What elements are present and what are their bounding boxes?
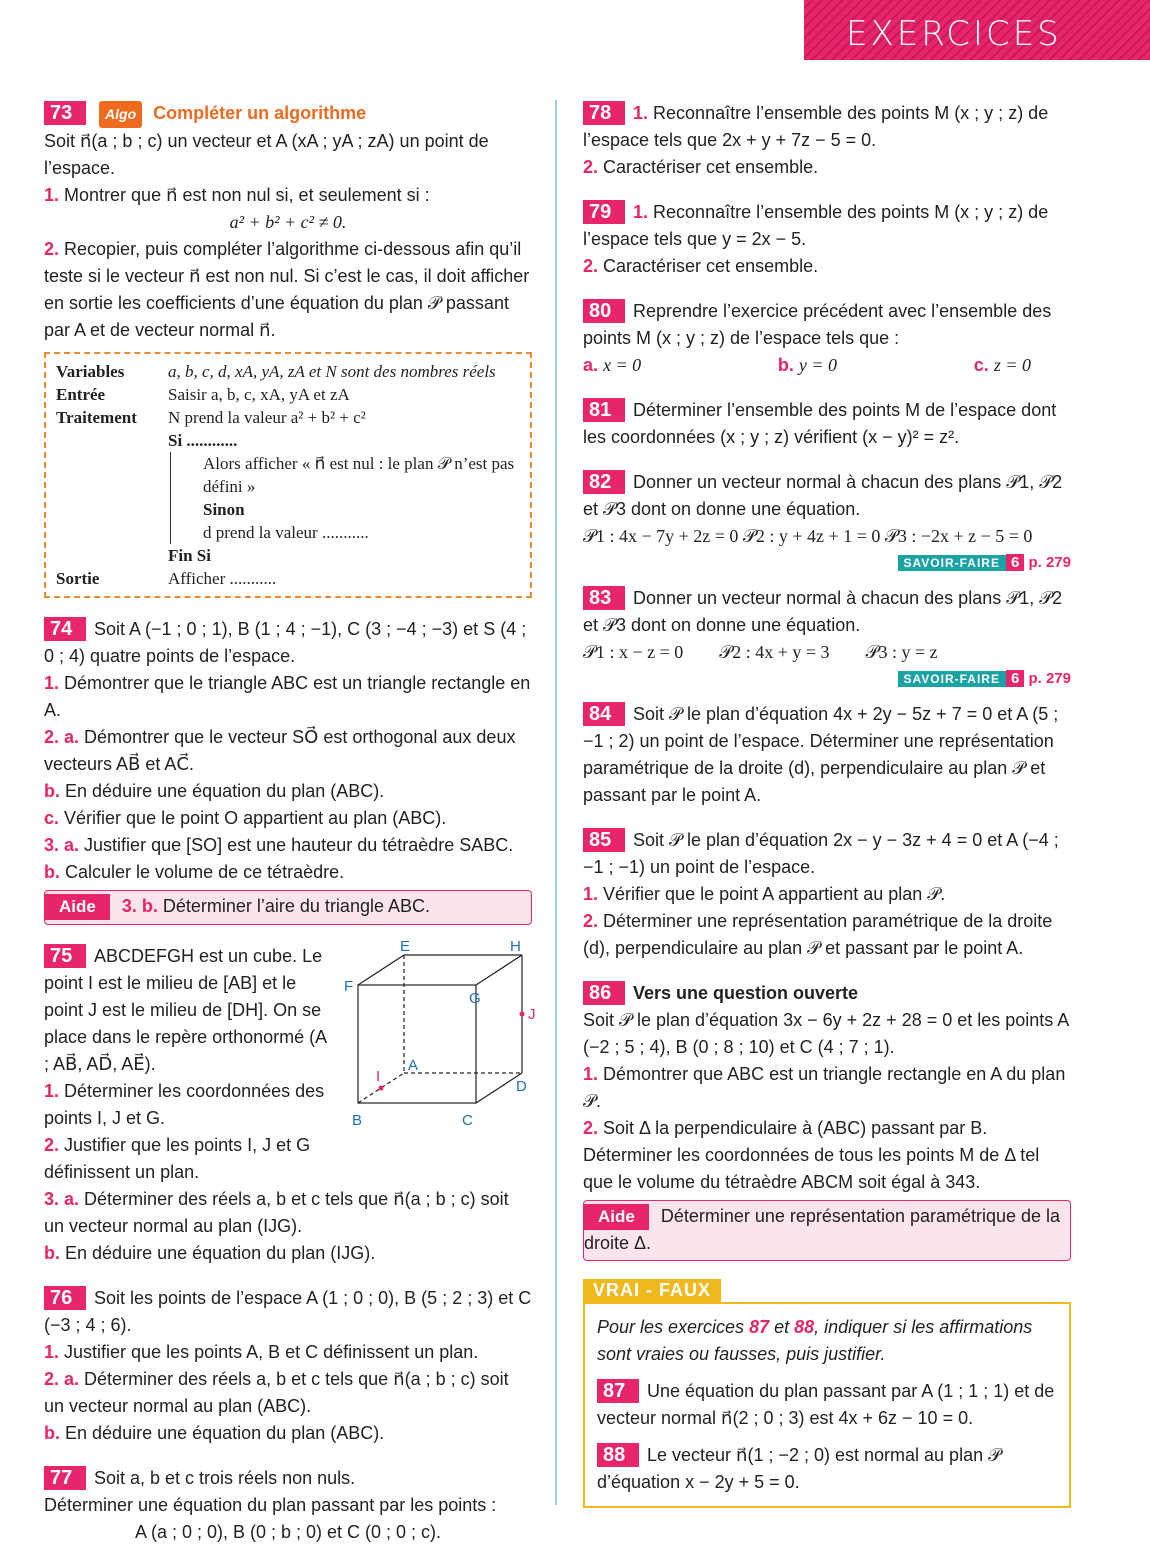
exercise-number: 85 bbox=[583, 828, 625, 852]
question-text: Vérifier que le point O appartient au plan (ABC). bbox=[64, 808, 447, 828]
exercise-number: 76 bbox=[44, 1286, 86, 1310]
algo-text: N prend la valeur a² + b² + c² bbox=[168, 408, 366, 427]
intro-text: et bbox=[769, 1317, 795, 1337]
algo-text: Saisir a, b, c, xA, yA et zA bbox=[168, 385, 350, 404]
exercise-intro: Soit A (−1 ; 0 ; 1), B (1 ; 4 ; −1), C (3 ; −4 ; −3) et S (4 ; 0 ; 4) quatre points de l’espace. bbox=[44, 619, 527, 666]
question-text: Caractériser cet ensemble. bbox=[603, 256, 819, 276]
algo-finsi: Fin Si bbox=[168, 546, 211, 565]
question-number: 1. bbox=[633, 202, 649, 222]
question-text: Démontrer que le triangle ABC est un triangle rectangle en A. bbox=[44, 673, 531, 720]
math-expression: a² + b² + c² ≠ 0. bbox=[229, 212, 347, 232]
vrai-faux-intro bbox=[597, 1314, 1057, 1368]
question-number: 2. bbox=[583, 256, 599, 276]
algo-tag: Algo bbox=[99, 101, 142, 128]
question-number: b. bbox=[44, 781, 60, 801]
question-number: b. bbox=[44, 1243, 60, 1263]
exercise-number: 77 bbox=[44, 1466, 86, 1490]
page-reference: p. 279 bbox=[1028, 554, 1071, 571]
question-number: 2. bbox=[44, 1135, 60, 1155]
question-text: Justifier que [SO] est une hauteur du tétraèdre SABC. bbox=[84, 835, 514, 855]
exercise-intro: Soit n⃗(a ; b ; c) un vecteur et A (xA ; yA ; zA) un point de l’espace. bbox=[44, 131, 489, 178]
equations: 𝒫1 : 4x − 7y + 2z = 0 𝒫2 : y + 4z + 1 = 0 𝒫3 : −2x + z − 5 = 0 bbox=[583, 526, 1033, 546]
exercise-number: 79 bbox=[583, 200, 625, 224]
question-text: Déterminer des réels a, b et c tels que n⃗(a ; b ; c) soit un vecteur normal au plan (IJG). bbox=[44, 1189, 509, 1236]
exercise-intro: Déterminer l’ensemble des points M de l’espace dont les coordonnées (x ; y ; z) vérifient (x − y)² = z². bbox=[583, 400, 1057, 447]
question-text: Démontrer que ABC est un triangle rectangle en A du plan 𝒫. bbox=[583, 1064, 1066, 1111]
exercise-86 bbox=[583, 980, 1071, 1261]
question-number: 1. bbox=[44, 185, 60, 205]
aide-tag: Aide bbox=[584, 1204, 649, 1230]
aide-tag: Aide bbox=[45, 894, 110, 920]
exercise-intro: Soit 𝒫 le plan d’équation 3x − 6y + 2z + 28 = 0 et les points A (−2 ; 5 ; 4), B (0 ; 8 ; 10) et C (4 ; 7 ; 1). bbox=[583, 1010, 1069, 1057]
exercise-intro: Soit 𝒫 le plan d’équation 2x − y − 3z + 4 = 0 et A (−4 ; −1 ; −1) un point de l’espace. bbox=[583, 830, 1059, 877]
question-number: 1. bbox=[44, 1342, 60, 1362]
label-e: E bbox=[400, 938, 411, 955]
equations: 𝒫1 : x − z = 0 𝒫2 : 4x + y = 3 𝒫3 : y = z bbox=[583, 642, 938, 662]
column-divider bbox=[555, 100, 557, 1505]
savoir-faire-link[interactable] bbox=[583, 670, 1071, 687]
question-text: Déterminer une représentation paramétrique de la droite (d), perpendiculaire au plan 𝒫 et passant par le point A. bbox=[583, 911, 1053, 958]
algo-keyword: Traitement bbox=[56, 408, 137, 427]
exercise-82 bbox=[583, 469, 1071, 550]
exercise-78 bbox=[583, 100, 1071, 181]
exercise-number: 88 bbox=[597, 1443, 639, 1467]
question-number: 1. bbox=[44, 1081, 60, 1101]
question-text: Caractériser cet ensemble. bbox=[603, 157, 819, 177]
exercise-intro: Soit les points de l’espace A (1 ; 0 ; 0), B (5 ; 2 ; 3) et C (−3 ; 4 ; 6). bbox=[44, 1288, 532, 1335]
cube-figure bbox=[344, 938, 536, 1141]
question-text: Déterminer des réels a, b et c tels que n⃗(a ; b ; c) soit un vecteur normal au plan (ABC). bbox=[44, 1369, 509, 1416]
right-column bbox=[583, 100, 1071, 1508]
label-b: B bbox=[352, 1112, 363, 1129]
question-number: 2. bbox=[583, 1118, 599, 1138]
exercise-number: 83 bbox=[583, 586, 625, 610]
question-text: Reconnaître l’ensemble des points M (x ; y ; z) de l’espace tels que 2x + y + 7z − 5 = 0. bbox=[583, 103, 1049, 150]
question-number: 1. bbox=[44, 673, 60, 693]
exercise-number: 73 bbox=[44, 101, 86, 125]
exercise-intro: Soit a, b et c trois réels non nuls. bbox=[94, 1468, 356, 1488]
savoir-faire-number: 6 bbox=[1006, 554, 1024, 571]
option-label: c. bbox=[973, 355, 989, 375]
algorithm-box bbox=[44, 352, 532, 598]
algo-keyword: Sortie bbox=[56, 569, 100, 588]
question-number: 2. bbox=[583, 157, 599, 177]
algo-d-value: d prend la valeur ........... bbox=[203, 523, 369, 542]
exercise-intro: Reprendre l’exercice précédent avec l’ensemble des points M (x ; y ; z) de l’espace tels que : bbox=[583, 301, 1052, 348]
question-number: 3. a. bbox=[44, 835, 80, 855]
aide-box bbox=[583, 1200, 1071, 1261]
question-number: b. bbox=[44, 862, 60, 882]
intro-text: Pour les exercices bbox=[597, 1317, 750, 1337]
exercise-77 bbox=[44, 1465, 532, 1546]
question-number: b. bbox=[44, 1423, 60, 1443]
savoir-faire-link[interactable] bbox=[583, 554, 1071, 571]
exercise-intro: Soit 𝒫 le plan d’équation 4x + 2y − 5z + 7 = 0 et A (5 ; −1 ; 2) un point de l’espace. Déterminer une représentation paramétrique de la droite (d), perpendiculaire au plan 𝒫 et passant par le point A. bbox=[583, 704, 1059, 805]
question-number: 2. bbox=[583, 911, 599, 931]
vrai-faux-tag: VRAI - FAUX bbox=[583, 1279, 721, 1302]
exercise-number: 80 bbox=[583, 299, 625, 323]
option-label: b. bbox=[777, 355, 794, 375]
question-number: 1. bbox=[633, 103, 649, 123]
question-text: En déduire une équation du plan (ABC). bbox=[65, 781, 385, 801]
question-number: 3. a. bbox=[44, 1189, 80, 1209]
exercise-ref: 88 bbox=[794, 1317, 815, 1337]
exercise-number: 82 bbox=[583, 470, 625, 494]
intro-text: , indiquer si les affirmations sont vraies ou fausses, puis justifier. bbox=[597, 1317, 1033, 1364]
exercise-83 bbox=[583, 585, 1071, 666]
label-i: I bbox=[376, 1068, 381, 1085]
vrai-faux-section bbox=[583, 1279, 1071, 1508]
exercise-number: 86 bbox=[583, 981, 625, 1005]
section-banner bbox=[804, 0, 1150, 60]
question-text: Le vecteur n⃗(1 ; −2 ; 0) est normal au plan 𝒫 d’équation x − 2y + 5 = 0. bbox=[597, 1445, 1002, 1492]
question-number: 2. bbox=[44, 239, 60, 259]
option-label: a. bbox=[583, 355, 599, 375]
algo-keyword: Variables bbox=[56, 362, 125, 381]
exercise-number: 78 bbox=[583, 101, 625, 125]
question-text: Soit Δ la perpendiculaire à (ABC) passant par B. Déterminer les coordonnées de tous les points M de Δ tel que le volume du tétraèdre ABCM soit égal à 343. bbox=[583, 1118, 1040, 1192]
question-number: 1. bbox=[583, 1064, 599, 1084]
question-number: c. bbox=[44, 808, 60, 828]
question-text: Calculer le volume de ce tétraèdre. bbox=[65, 862, 345, 882]
question-text: Justifier que les points I, J et G définissent un plan. bbox=[44, 1135, 311, 1182]
algo-sinon: Sinon bbox=[203, 500, 245, 519]
point-i bbox=[379, 1086, 384, 1091]
question-text: Démontrer que le vecteur SO⃗ est orthogonal aux deux vecteurs AB⃗ et AC⃗. bbox=[44, 727, 516, 774]
option-text: y = 0 bbox=[798, 355, 838, 375]
label-d: D bbox=[516, 1078, 527, 1095]
exercise-ref: 87 bbox=[749, 1317, 770, 1337]
exercise-79 bbox=[583, 199, 1071, 280]
question-number: 1. bbox=[583, 884, 599, 904]
question-text: En déduire une équation du plan (ABC). bbox=[65, 1423, 385, 1443]
question-text: En déduire une équation du plan (IJG). bbox=[65, 1243, 376, 1263]
left-column bbox=[44, 100, 536, 1564]
page-reference: p. 279 bbox=[1028, 670, 1071, 687]
exercise-intro: Donner un vecteur normal à chacun des plans 𝒫1, 𝒫2 et 𝒫3 dont on donne une équation. bbox=[583, 588, 1063, 635]
exercise-80 bbox=[583, 298, 1071, 379]
exercise-81 bbox=[583, 397, 1071, 451]
exercise-title: Vers une question ouverte bbox=[633, 983, 859, 1003]
label-h: H bbox=[510, 938, 521, 955]
exercise-88 bbox=[597, 1442, 1057, 1496]
question-text: Vérifier que le point A appartient au plan 𝒫. bbox=[603, 884, 946, 904]
label-f: F bbox=[344, 978, 354, 995]
exercise-number: 81 bbox=[583, 398, 625, 422]
question-text: Une équation du plan passant par A (1 ; 1 ; 1) et de vecteur normal n⃗(2 ; 0 ; 3) est 4x + 6z − 10 = 0. bbox=[597, 1381, 1055, 1428]
question-text: Justifier que les points A, B et C définissent un plan. bbox=[64, 1342, 479, 1362]
exercise-intro: Donner un vecteur normal à chacun des plans 𝒫1, 𝒫2 et 𝒫3 dont on donne une équation. bbox=[583, 472, 1063, 519]
question-text: Montrer que n⃗ est non nul si, et seulement si : bbox=[64, 185, 430, 205]
exercise-title: Compléter un algorithme bbox=[153, 103, 367, 123]
label-g: G bbox=[469, 990, 481, 1007]
savoir-faire-label: SAVOIR-FAIRE bbox=[898, 671, 1006, 687]
point-j bbox=[520, 1012, 525, 1017]
exercise-intro: ABCDEFGH est un cube. Le point I est le milieu de [AB] et le point J est le milieu de [DH]. On se place dans le repère orthonormé (A ; AB⃗, AD⃗, AE⃗). bbox=[44, 946, 327, 1074]
algo-indent-block bbox=[170, 452, 520, 544]
label-j: J bbox=[528, 1006, 536, 1023]
option-text: z = 0 bbox=[993, 355, 1031, 375]
exercise-85 bbox=[583, 827, 1071, 962]
algo-si: Si ............ bbox=[168, 431, 238, 450]
exercise-76 bbox=[44, 1285, 532, 1447]
aide-number: 3. b. bbox=[121, 896, 158, 916]
exercise-87 bbox=[597, 1378, 1057, 1432]
label-a: A bbox=[408, 1057, 419, 1074]
question-text: Recopier, puis compléter l’algorithme ci-dessous afin qu’il teste si le vecteur n⃗ est non nul. Si c’est le cas, il doit afficher en sortie les coefficients d’une équation du plan 𝒫 passant par A et de vecteur normal n⃗. bbox=[44, 239, 530, 340]
aide-text: Déterminer l’aire du triangle ABC. bbox=[162, 896, 430, 916]
question-number: 2. a. bbox=[44, 1369, 80, 1389]
question-text: Reconnaître l’ensemble des points M (x ; y ; z) de l’espace tels que y = 2x − 5. bbox=[583, 202, 1049, 249]
question-number: 2. a. bbox=[44, 727, 80, 747]
exercise-75 bbox=[44, 938, 536, 1267]
exercise-74 bbox=[44, 616, 532, 925]
exercise-number: 84 bbox=[583, 702, 625, 726]
algo-text: a, b, c, d, xA, yA, zA et N sont des nombres réels bbox=[168, 362, 496, 381]
cube-diagram bbox=[344, 938, 536, 1133]
exercise-number: 75 bbox=[44, 944, 86, 968]
exercise-number: 87 bbox=[597, 1379, 639, 1403]
exercise-84 bbox=[583, 701, 1071, 809]
savoir-faire-label: SAVOIR-FAIRE bbox=[898, 555, 1006, 571]
banner-title: EXERCICES bbox=[846, 14, 1062, 54]
algo-keyword: Entrée bbox=[56, 385, 106, 404]
question-text: Déterminer une équation du plan passant par les points : bbox=[44, 1495, 497, 1515]
label-c: C bbox=[462, 1112, 473, 1129]
algo-alors: Alors afficher « n⃗ est nul : le plan 𝒫 n’est pas défini » bbox=[203, 454, 515, 496]
question-text: Déterminer les coordonnées des points I, J et G. bbox=[44, 1081, 325, 1128]
option-text: x = 0 bbox=[603, 355, 642, 375]
aide-text: Déterminer une représentation paramétrique de la droite Δ. bbox=[584, 1206, 1061, 1253]
algo-text: Afficher ........... bbox=[168, 569, 277, 588]
math-expression: A (a ; 0 ; 0), B (0 ; b ; 0) et C (0 ; 0 ; c). bbox=[134, 1522, 442, 1542]
exercise-73 bbox=[44, 100, 532, 598]
savoir-faire-number: 6 bbox=[1006, 670, 1024, 687]
exercise-number: 74 bbox=[44, 617, 86, 641]
vrai-faux-box bbox=[583, 1302, 1071, 1508]
aide-box bbox=[44, 890, 532, 925]
